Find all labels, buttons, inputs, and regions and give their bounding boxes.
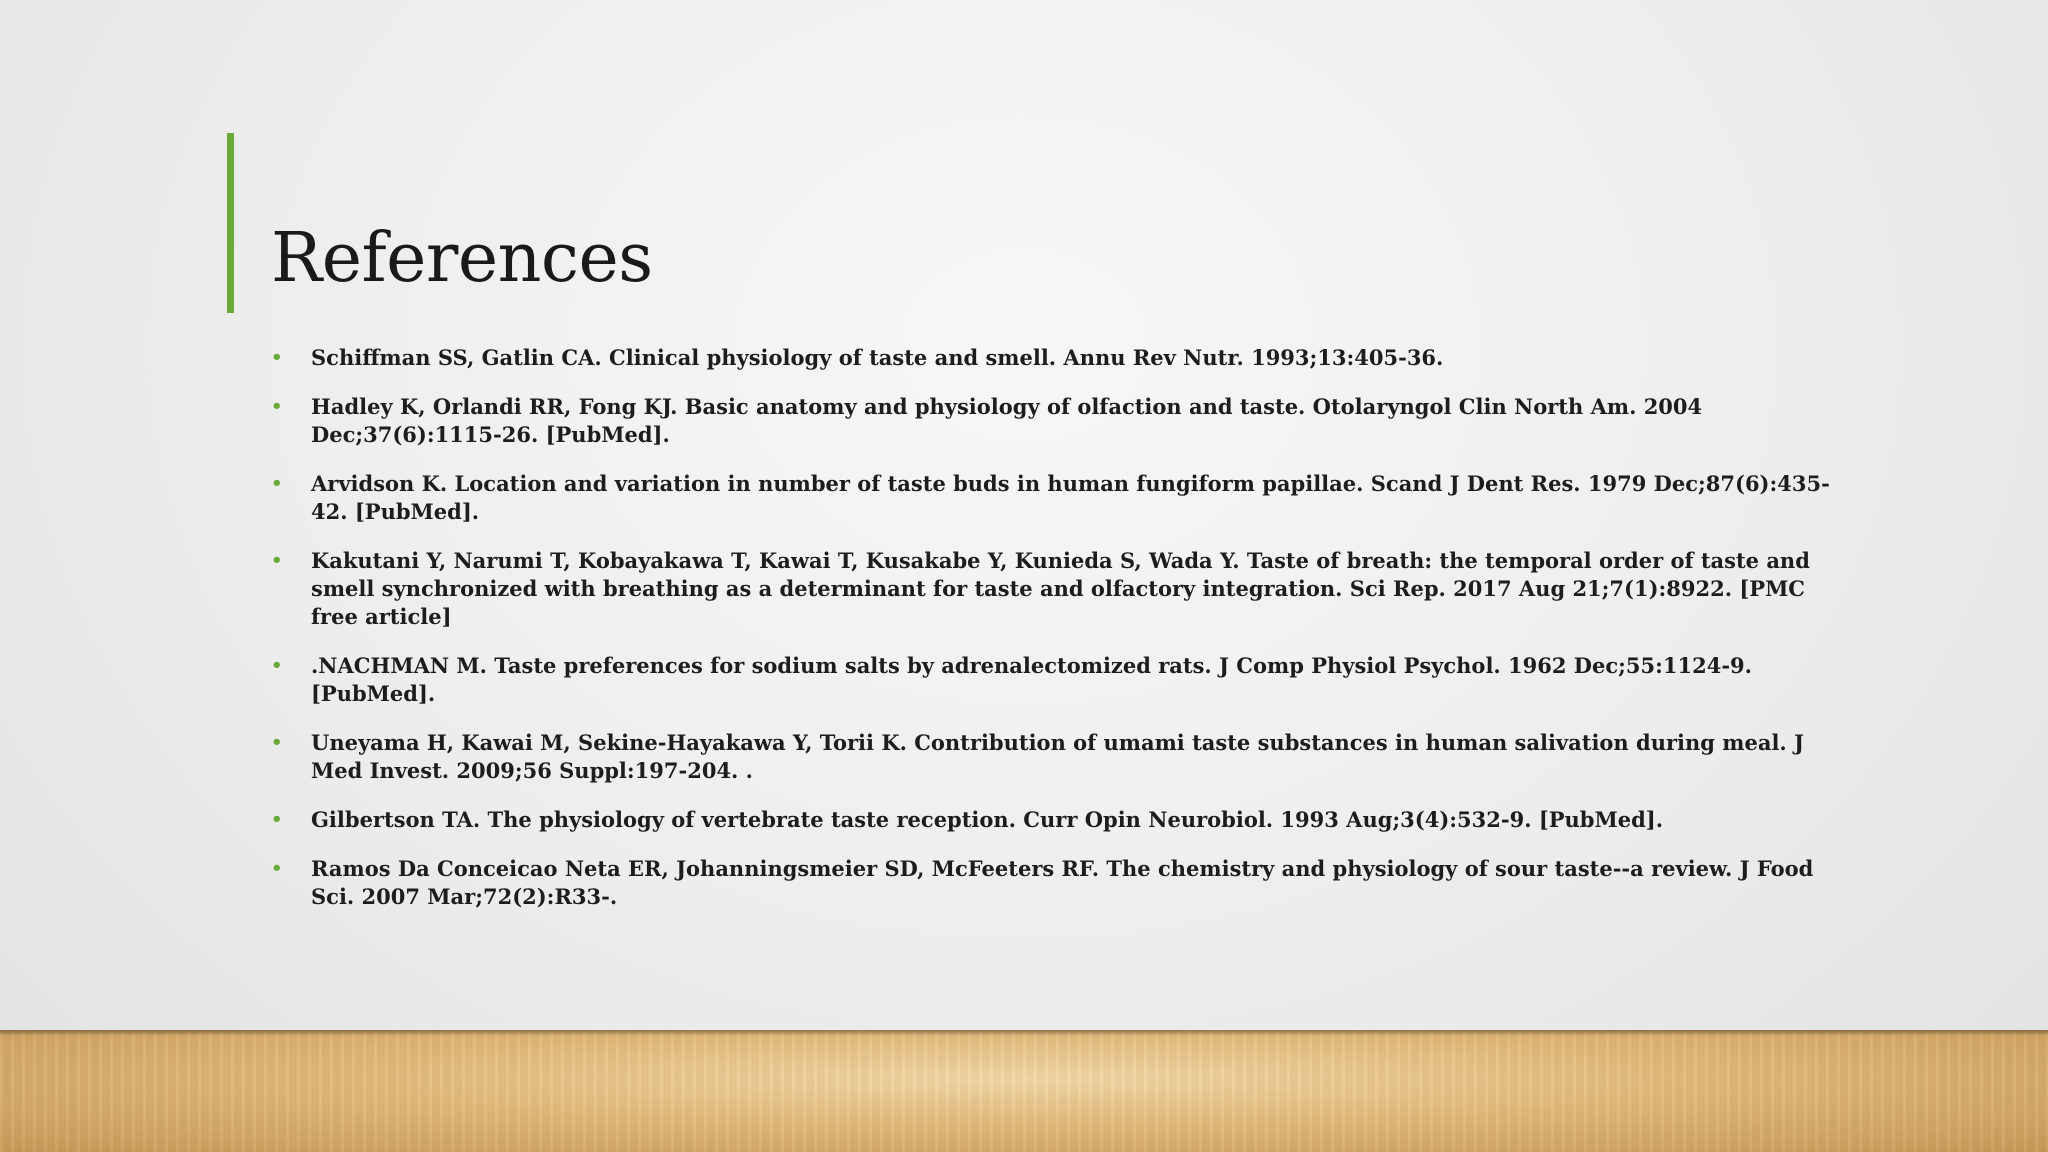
reference-item [271, 806, 1851, 834]
reference-item [271, 393, 1851, 449]
title-accent-bar [227, 133, 234, 313]
reference-text: Schiffman SS, Gatlin CA. Clinical physiology of taste and smell. Annu Rev Nutr. 1993;13:405-36. [311, 345, 1444, 370]
bullet-icon: • [271, 858, 283, 879]
bullet-icon: • [271, 473, 283, 494]
bullet-icon: • [271, 396, 283, 417]
reference-text: Gilbertson TA. The physiology of vertebrate taste reception. Curr Opin Neurobiol. 1993 Aug;3(4):532-9. [PubMed]. [311, 807, 1664, 832]
reference-item [271, 344, 1851, 372]
reference-item [271, 652, 1851, 708]
reference-text: Ramos Da Conceicao Neta ER, Johanningsmeier SD, McFeeters RF. The chemistry and physiology of sour taste--a review. J Food Sci. 2007 Mar;72(2):R33-. [311, 856, 1814, 909]
reference-text: Kakutani Y, Narumi T, Kobayakawa T, Kawai T, Kusakabe Y, Kunieda S, Wada Y. Taste of breath: the temporal order of taste and smell synchronized with breathing as a determinant for taste and olfactory integration. Sci Rep. 2017 Aug 21;7(1):8922. [PMC free article] [311, 548, 1810, 629]
bullet-icon: • [271, 550, 283, 571]
reference-list [271, 344, 1851, 932]
bullet-icon: • [271, 732, 283, 753]
slide-title: References [271, 219, 653, 298]
reference-text: Arvidson K. Location and variation in number of taste buds in human fungiform papillae. Scand J Dent Res. 1979 Dec;87(6):435-42. [PubMed]. [311, 471, 1830, 524]
reference-text: Uneyama H, Kawai M, Sekine-Hayakawa Y, Torii K. Contribution of umami taste substances in human salivation during meal. J Med Invest. 2009;56 Suppl:197-204. . [311, 730, 1804, 783]
reference-item [271, 855, 1851, 911]
bullet-icon: • [271, 347, 283, 368]
wood-floor-background [0, 1030, 2048, 1152]
reference-item [271, 470, 1851, 526]
bullet-icon: • [271, 655, 283, 676]
reference-text: .NACHMAN M. Taste preferences for sodium salts by adrenalectomized rats. J Comp Physiol Psychol. 1962 Dec;55:1124-9. [PubMed]. [311, 653, 1752, 706]
reference-item [271, 729, 1851, 785]
reference-item [271, 547, 1851, 631]
reference-text: Hadley K, Orlandi RR, Fong KJ. Basic anatomy and physiology of olfaction and taste. Otolaryngol Clin North Am. 2004 Dec;37(6):1115-26. [PubMed]. [311, 394, 1703, 447]
bullet-icon: • [271, 809, 283, 830]
